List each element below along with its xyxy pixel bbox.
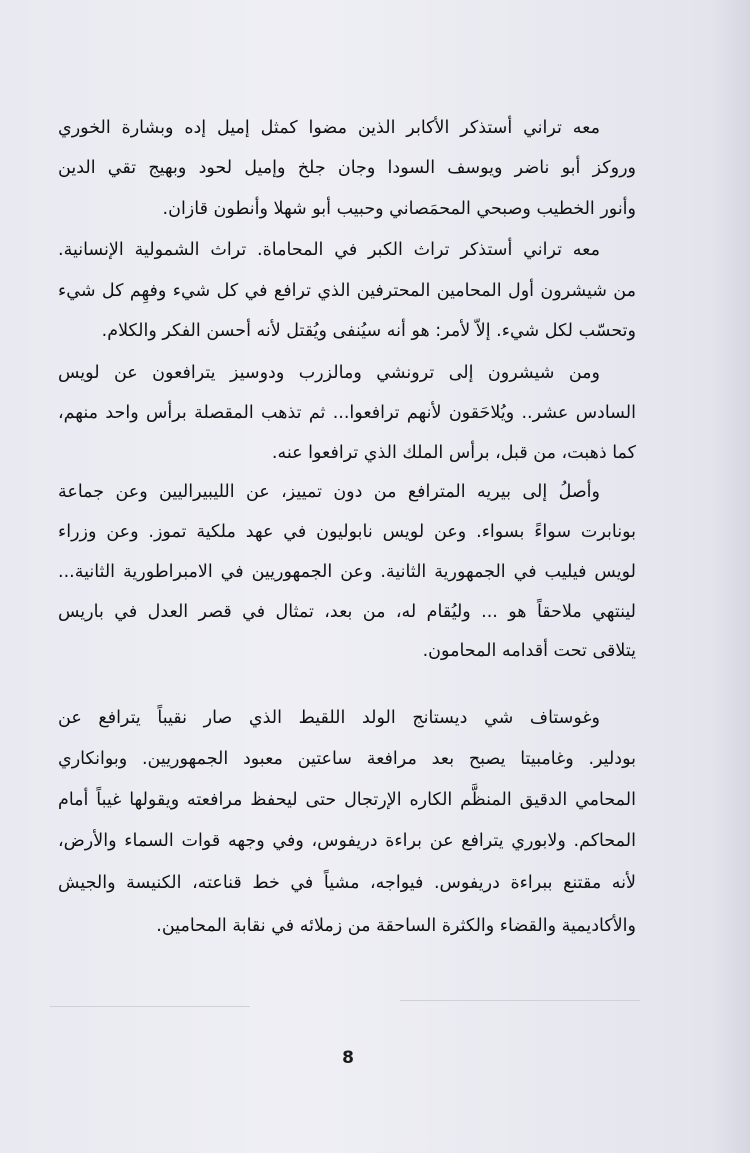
page-edge-shadow — [710, 0, 750, 1153]
text-line: بونابرت سواءً بسواء. وعن لويس نابوليون في عهد ملكية تموز. وعن وزراء — [58, 522, 636, 542]
text-line: معه تراني أستذكر تراث الكبر في المحاماة. تراث الشمولية الإنسانية. — [58, 240, 600, 260]
text-line: وروكز أبو ناضر ويوسف السودا وجان جلخ وإميل لحود وبهيج تقي الدين — [58, 158, 636, 178]
text-line: لينتهي ملاحقاً هو ... وليُقام له، من بعد، تمثال في قصر العدل في باريس — [58, 602, 636, 622]
text-line: السادس عشر.. ويُلاحَقون لأنهم ترافعوا... ثم تذهب المقصلة برأس واحد منهم، — [58, 403, 636, 423]
text-line: والأكاديمية والقضاء والكثرة الساحقة من زملائه في نقابة المحامين. — [156, 916, 636, 936]
text-line: وأنور الخطيب وصبحي المحمَصاني وحبيب أبو شهلا وأنطون قازان. — [162, 199, 636, 219]
text-line: المحاكم. ولابوري يترافع عن براءة دريفوس، وفي وجهه قوات السماء والأرض، — [58, 831, 636, 851]
text-line: بودلير. وغامبيتا يصبح بعد مرافعة ساعتين معبود الجمهوريين. وبوانكاري — [58, 749, 636, 769]
text-line: لويس فيليب في الجمهورية الثانية. وعن الجمهوريين في الامبراطورية الثانية... — [58, 562, 636, 582]
text-line: معه تراني أستذكر الأكابر الذين مضوا كمثل إميل إده وبشارة الخوري — [58, 118, 600, 138]
text-line: من شيشرون أول المحامين المحترفين الذي ترافع في كل شيء وفهِم كل شيء — [58, 281, 636, 301]
text-line: وتحسّب لكل شيء. إلاّ لأمر: هو أنه سيُنفى ويُقتل لأنه أحسن الفكر والكلام. — [101, 321, 636, 341]
show-through-rule — [50, 1006, 250, 1007]
text-line: لأنه مقتنع ببراءة دريفوس. فيواجه، مشياً في خط قناعته، الكنيسة والجيش — [58, 873, 636, 893]
page-number: 8 — [342, 1048, 354, 1068]
text-line: وأصلُ إلى بيريه المترافع من دون تمييز، عن الليبيراليين وعن جماعة — [58, 482, 600, 502]
text-line: كما ذهبت، من قبل، برأس الملك الذي ترافعوا عنه. — [271, 443, 636, 463]
text-line: ومن شيشرون إلى ترونشي ومالزرب ودوسيز يترافعون عن لويس — [58, 363, 600, 383]
text-line: وغوستاف شي ديستانج الولد اللقيط الذي صار نقيباً يترافع عن — [58, 708, 600, 728]
text-line: يتلاقى تحت أقدامه المحامون. — [422, 641, 636, 661]
text-line: المحامي الدقيق المنظَّم الكاره الإرتجال حتى ليحفظ مرافعته ويقولها غيباً أمام — [58, 790, 636, 810]
show-through-rule — [400, 1000, 640, 1001]
